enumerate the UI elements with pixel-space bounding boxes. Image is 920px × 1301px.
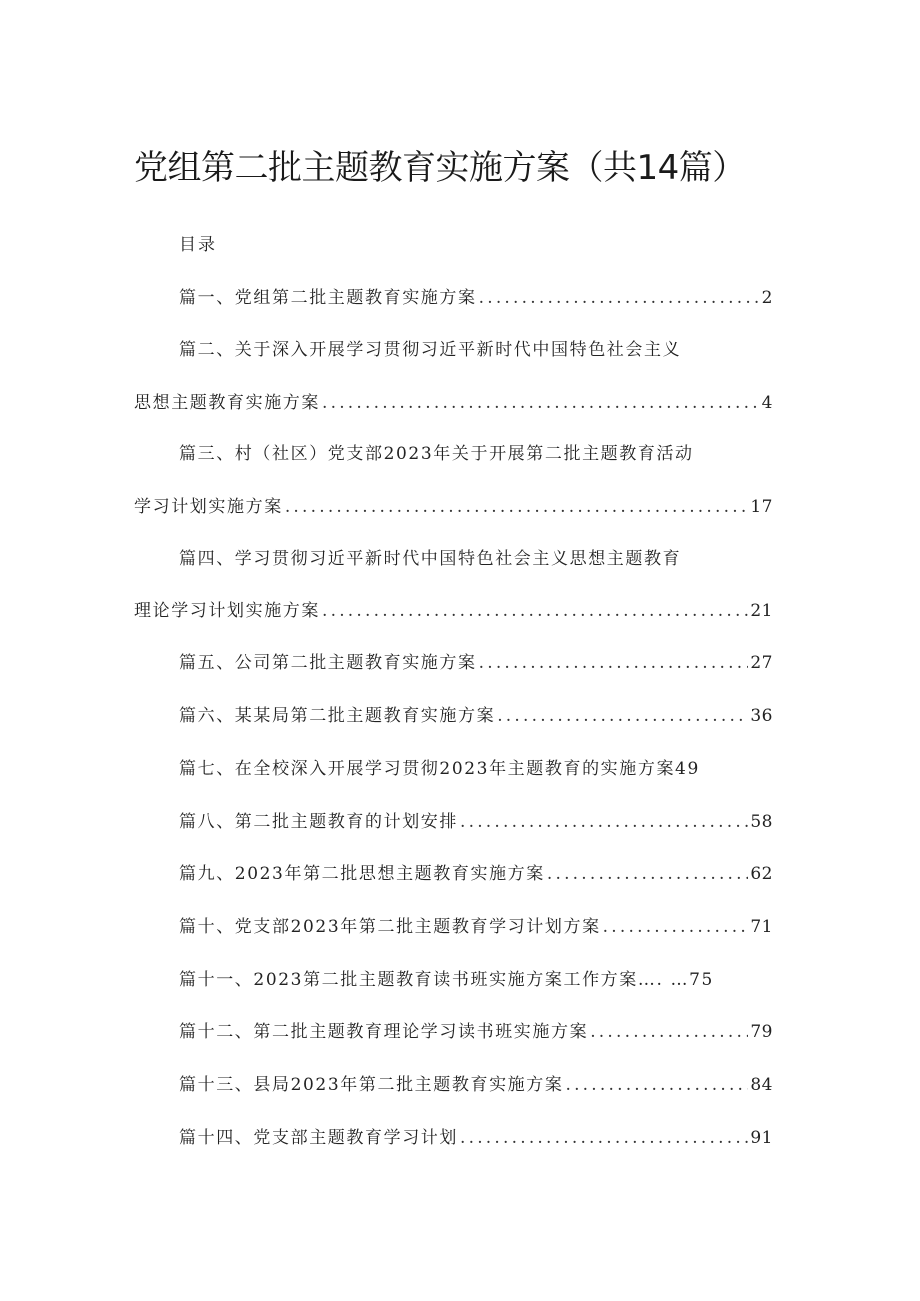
dot-leader bbox=[458, 809, 748, 835]
dot-leader bbox=[320, 598, 748, 624]
toc-entry-page: 58 bbox=[750, 812, 773, 832]
toc-entry-4-line1[interactable] bbox=[179, 546, 779, 572]
toc-entry-title: 篇一、党组第二批主题教育实施方案 bbox=[179, 288, 477, 308]
toc-heading: 目录 bbox=[179, 235, 217, 255]
toc-entry-title: 篇二、关于深入开展学习贯彻习近平新时代中国特色社会主义 bbox=[179, 340, 682, 360]
toc-entry-13[interactable] bbox=[179, 1072, 773, 1098]
dot-leader bbox=[477, 285, 760, 311]
toc-entry-title: 篇十一、2023第二批主题教育读书班实施方案工作方案…. …75 bbox=[179, 970, 714, 990]
toc-entry-title: 篇七、在全校深入开展学习贯彻2023年主题教育的实施方案49 bbox=[179, 759, 700, 779]
toc-entry-page: 36 bbox=[750, 706, 773, 726]
toc-entry-8[interactable] bbox=[179, 809, 773, 835]
toc-entry-11[interactable] bbox=[179, 967, 779, 993]
dot-leader bbox=[601, 914, 749, 940]
toc-entry-title: 篇八、第二批主题教育的计划安排 bbox=[179, 812, 458, 832]
dot-leader bbox=[320, 390, 760, 416]
toc-entry-page: 79 bbox=[750, 1022, 773, 1042]
toc-entry-9[interactable] bbox=[179, 861, 773, 887]
toc-entry-title: 篇六、某某局第二批主题教育实施方案 bbox=[179, 706, 496, 726]
toc-entry-page: 27 bbox=[750, 653, 773, 673]
toc-entry-title: 篇十三、县局2023年第二批主题教育实施方案 bbox=[179, 1075, 564, 1095]
toc-entry-1[interactable] bbox=[179, 285, 773, 311]
toc-entry-title: 篇四、学习贯彻习近平新时代中国特色社会主义思想主题教育 bbox=[179, 549, 682, 569]
toc-entry-title-continued: 理论学习计划实施方案 bbox=[134, 601, 320, 621]
toc-entry-3-line1[interactable] bbox=[179, 441, 779, 467]
toc-entry-page: 21 bbox=[750, 601, 773, 621]
dot-leader bbox=[458, 1125, 748, 1151]
dot-leader bbox=[588, 1019, 748, 1045]
toc-entry-title: 篇九、2023年第二批思想主题教育实施方案 bbox=[179, 864, 545, 884]
toc-entry-page: 17 bbox=[750, 497, 773, 517]
toc-entry-10[interactable] bbox=[179, 914, 773, 940]
toc-entry-14[interactable] bbox=[179, 1125, 773, 1151]
toc-entry-12[interactable] bbox=[179, 1019, 773, 1045]
toc-entry-page: 84 bbox=[750, 1075, 773, 1095]
toc-entry-title: 篇五、公司第二批主题教育实施方案 bbox=[179, 653, 477, 673]
toc-entry-title: 篇十、党支部2023年第二批主题教育学习计划方案 bbox=[179, 917, 601, 937]
toc-entry-4-line2[interactable] bbox=[134, 598, 773, 624]
dot-leader bbox=[495, 703, 748, 729]
dot-leader bbox=[563, 1072, 748, 1098]
toc-entry-title: 篇三、村（社区）党支部2023年关于开展第二批主题教育活动 bbox=[179, 444, 694, 464]
toc-entry-title-continued: 思想主题教育实施方案 bbox=[134, 393, 320, 413]
toc-entry-2-line2[interactable] bbox=[134, 390, 773, 416]
toc-entry-page: 91 bbox=[750, 1128, 773, 1148]
dot-leader bbox=[477, 650, 749, 676]
toc-entry-3-line2[interactable] bbox=[134, 494, 773, 520]
toc-entry-page: 71 bbox=[750, 917, 773, 937]
toc-entry-title: 篇十二、第二批主题教育理论学习读书班实施方案 bbox=[179, 1022, 589, 1042]
toc-entry-5[interactable] bbox=[179, 650, 773, 676]
toc-entry-6[interactable] bbox=[179, 703, 773, 729]
dot-leader bbox=[283, 494, 749, 520]
toc-entry-title: 篇十四、党支部主题教育学习计划 bbox=[179, 1128, 458, 1148]
toc-entry-title-continued: 学习计划实施方案 bbox=[134, 497, 283, 517]
toc-entry-page: 4 bbox=[761, 393, 773, 413]
toc-entry-7[interactable] bbox=[179, 756, 779, 782]
toc-entry-page: 2 bbox=[761, 288, 773, 308]
toc-entry-2-line1[interactable] bbox=[179, 337, 779, 363]
dot-leader bbox=[545, 861, 748, 887]
toc-entry-page: 62 bbox=[750, 864, 773, 884]
document-title: 党组第二批主题教育实施方案（共14篇） bbox=[134, 148, 746, 188]
